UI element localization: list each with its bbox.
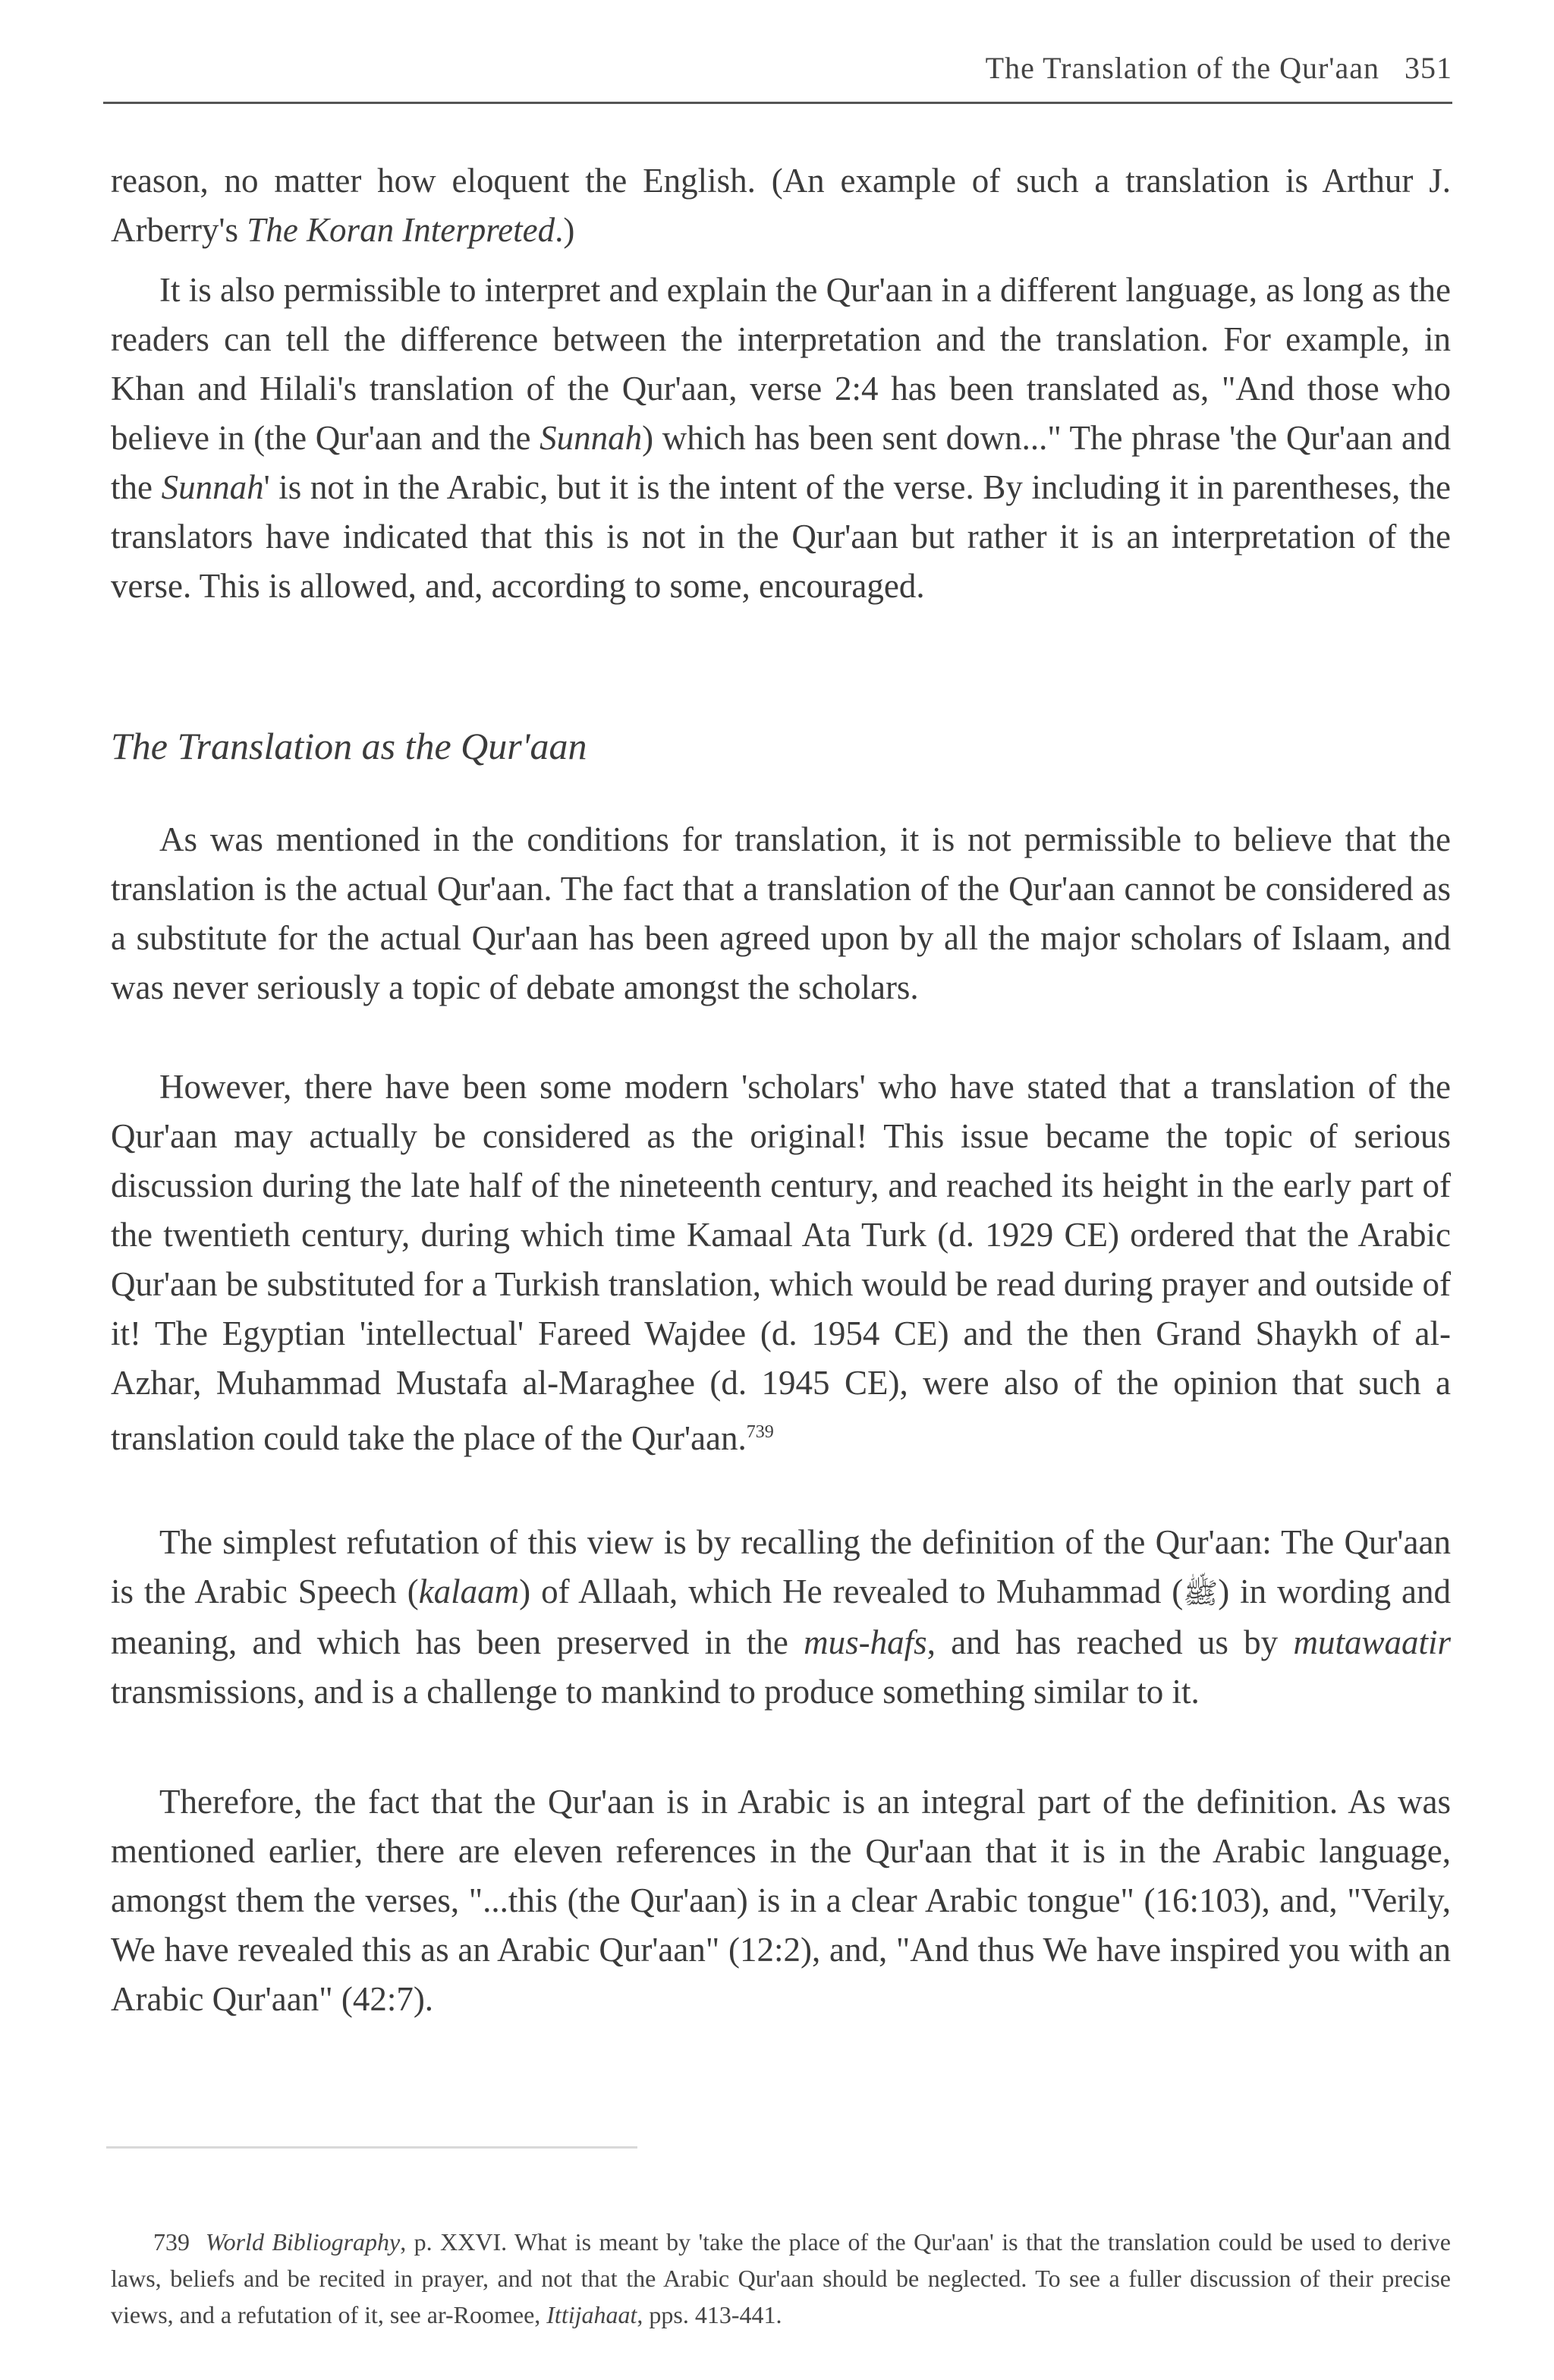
footnote-number: 739 — [153, 2228, 190, 2256]
footnote-text-b: , pps. 413-441. — [637, 2301, 782, 2328]
p2-italic-1: Sunnah — [539, 419, 643, 457]
footnote-rule — [106, 2146, 637, 2149]
p2-text-b: ) which has been sent down..." The phrase 'the Qur'aan and the — [111, 419, 1452, 506]
p2-italic-2: Sunnah — [161, 468, 264, 506]
running-head — [103, 50, 1452, 86]
footnote-italic-2: Ittijahaat — [546, 2301, 637, 2328]
p5-text-a: The simplest refutation of this view is by recalling the definition of the Qur'aan: The Qur'aan is the Arabic Speech ( — [111, 1523, 1451, 1610]
footnote-text-a: , p. XXVI. What is meant by 'take the place of the Qur'aan' is that the translation could be used to derive laws, beliefs and be recited in prayer, and not that the Arabic Qur'aan should be neglected. To see a fuller discussion of their precise views, and a refutation of it, see ar-Roomee, — [111, 2228, 1452, 2328]
p5-text-b: ) of Allaah, which He revealed to Muhammad ( — [519, 1572, 1184, 1610]
paragraph-5 — [111, 1518, 1451, 1717]
section-heading: The Translation as the Qur'aan — [111, 725, 587, 767]
p5-text-c: ) in wording and meaning, and which has been preserved in the — [111, 1572, 1451, 1661]
running-head-title: The Translation of the Qur'aan — [985, 51, 1379, 85]
salutation-symbol: ﷺ — [1183, 1576, 1219, 1610]
paragraph-4 — [111, 1062, 1451, 1463]
paragraph-1 — [111, 156, 1451, 255]
footnote — [111, 2224, 1451, 2333]
p2-text-a: It is also permissible to interpret and explain the Qur'aan in a different language, as long as the readers can tell the difference between the interpretation and the translation. For example, in Khan and Hilali's translation of the Qur'aan, verse 2:4 has been translated as, "And those who believe in (the Qur'aan and the — [111, 271, 1451, 457]
header-rule — [103, 102, 1452, 104]
page-number-spacer — [1379, 51, 1405, 85]
p5-text-d: , and has reached us by — [926, 1623, 1294, 1661]
p5-italic-kalaam: kalaam — [418, 1572, 520, 1610]
footnote-reference: 739 — [746, 1422, 774, 1442]
p1-text-a: reason, no matter how eloquent the English. (An example of such a translation is Arthur J. Arberry's — [111, 162, 1451, 249]
p4-text: However, there have been some modern 'scholars' who have stated that a translation of the Qur'aan may actually be considered as the original! This issue became the topic of serious discussion during the late half of the nineteenth century, and reached its height in the early part of the twentieth century, during which time Kamaal Ata Turk (d. 1929 CE) ordered that the Arabic Qur'aan be substituted for a Turkish translation, which would be read during prayer and outside of it! The Egyptian 'intellectual' Fareed Wajdee (d. 1954 CE) and the then Grand Shaykh of al-Azhar, Muhammad Mustafa al-Maraghee (d. 1945 CE), were also of the opinion that such a translation could take the place of the Qur'aan. — [111, 1068, 1451, 1457]
p6-text: Therefore, the fact that the Qur'aan is in Arabic is an integral part of the definition. As was mentioned earlier, there are eleven references in the Qur'aan that it is in the Arabic language, amongst them the verses, "...this (the Qur'aan) is in a clear Arabic tongue" (16:103), and, "Verily, We have revealed this as an Arabic Qur'aan" (12:2), and, "And thus We have inspired you with an Arabic Qur'aan" (42:7). — [111, 1783, 1451, 2018]
p1-text-b: .) — [555, 211, 575, 249]
footnote-gap — [190, 2228, 206, 2256]
p1-book-title: The Koran Interpreted — [247, 211, 555, 249]
footnote-italic-1: World Bibliography — [205, 2228, 401, 2256]
p3-text: As was mentioned in the conditions for translation, it is not permissible to believe that the translation is the actual Qur'aan. The fact that a translation of the Qur'aan cannot be considered as a substitute for the actual Qur'aan has been agreed upon by all the major scholars of Islaam, and was never seriously a topic of debate amongst the scholars. — [111, 820, 1451, 1006]
p5-text-e: transmissions, and is a challenge to mankind to produce something similar to it. — [111, 1673, 1200, 1711]
p2-text-c: ' is not in the Arabic, but it is the intent of the verse. By including it in parentheses, the translators have indicated that this is not in the Qur'aan but rather it is an interpretation of the verse. This is allowed, and, according to some, encouraged. — [111, 468, 1451, 605]
paragraph-2 — [111, 266, 1451, 611]
p5-italic-mutawaatir: mutawaatir — [1293, 1623, 1451, 1661]
paragraph-3 — [111, 815, 1451, 1012]
page-number: 351 — [1405, 51, 1452, 85]
p5-italic-mushafs: mus-hafs — [804, 1623, 927, 1661]
paragraph-6 — [111, 1777, 1451, 2024]
